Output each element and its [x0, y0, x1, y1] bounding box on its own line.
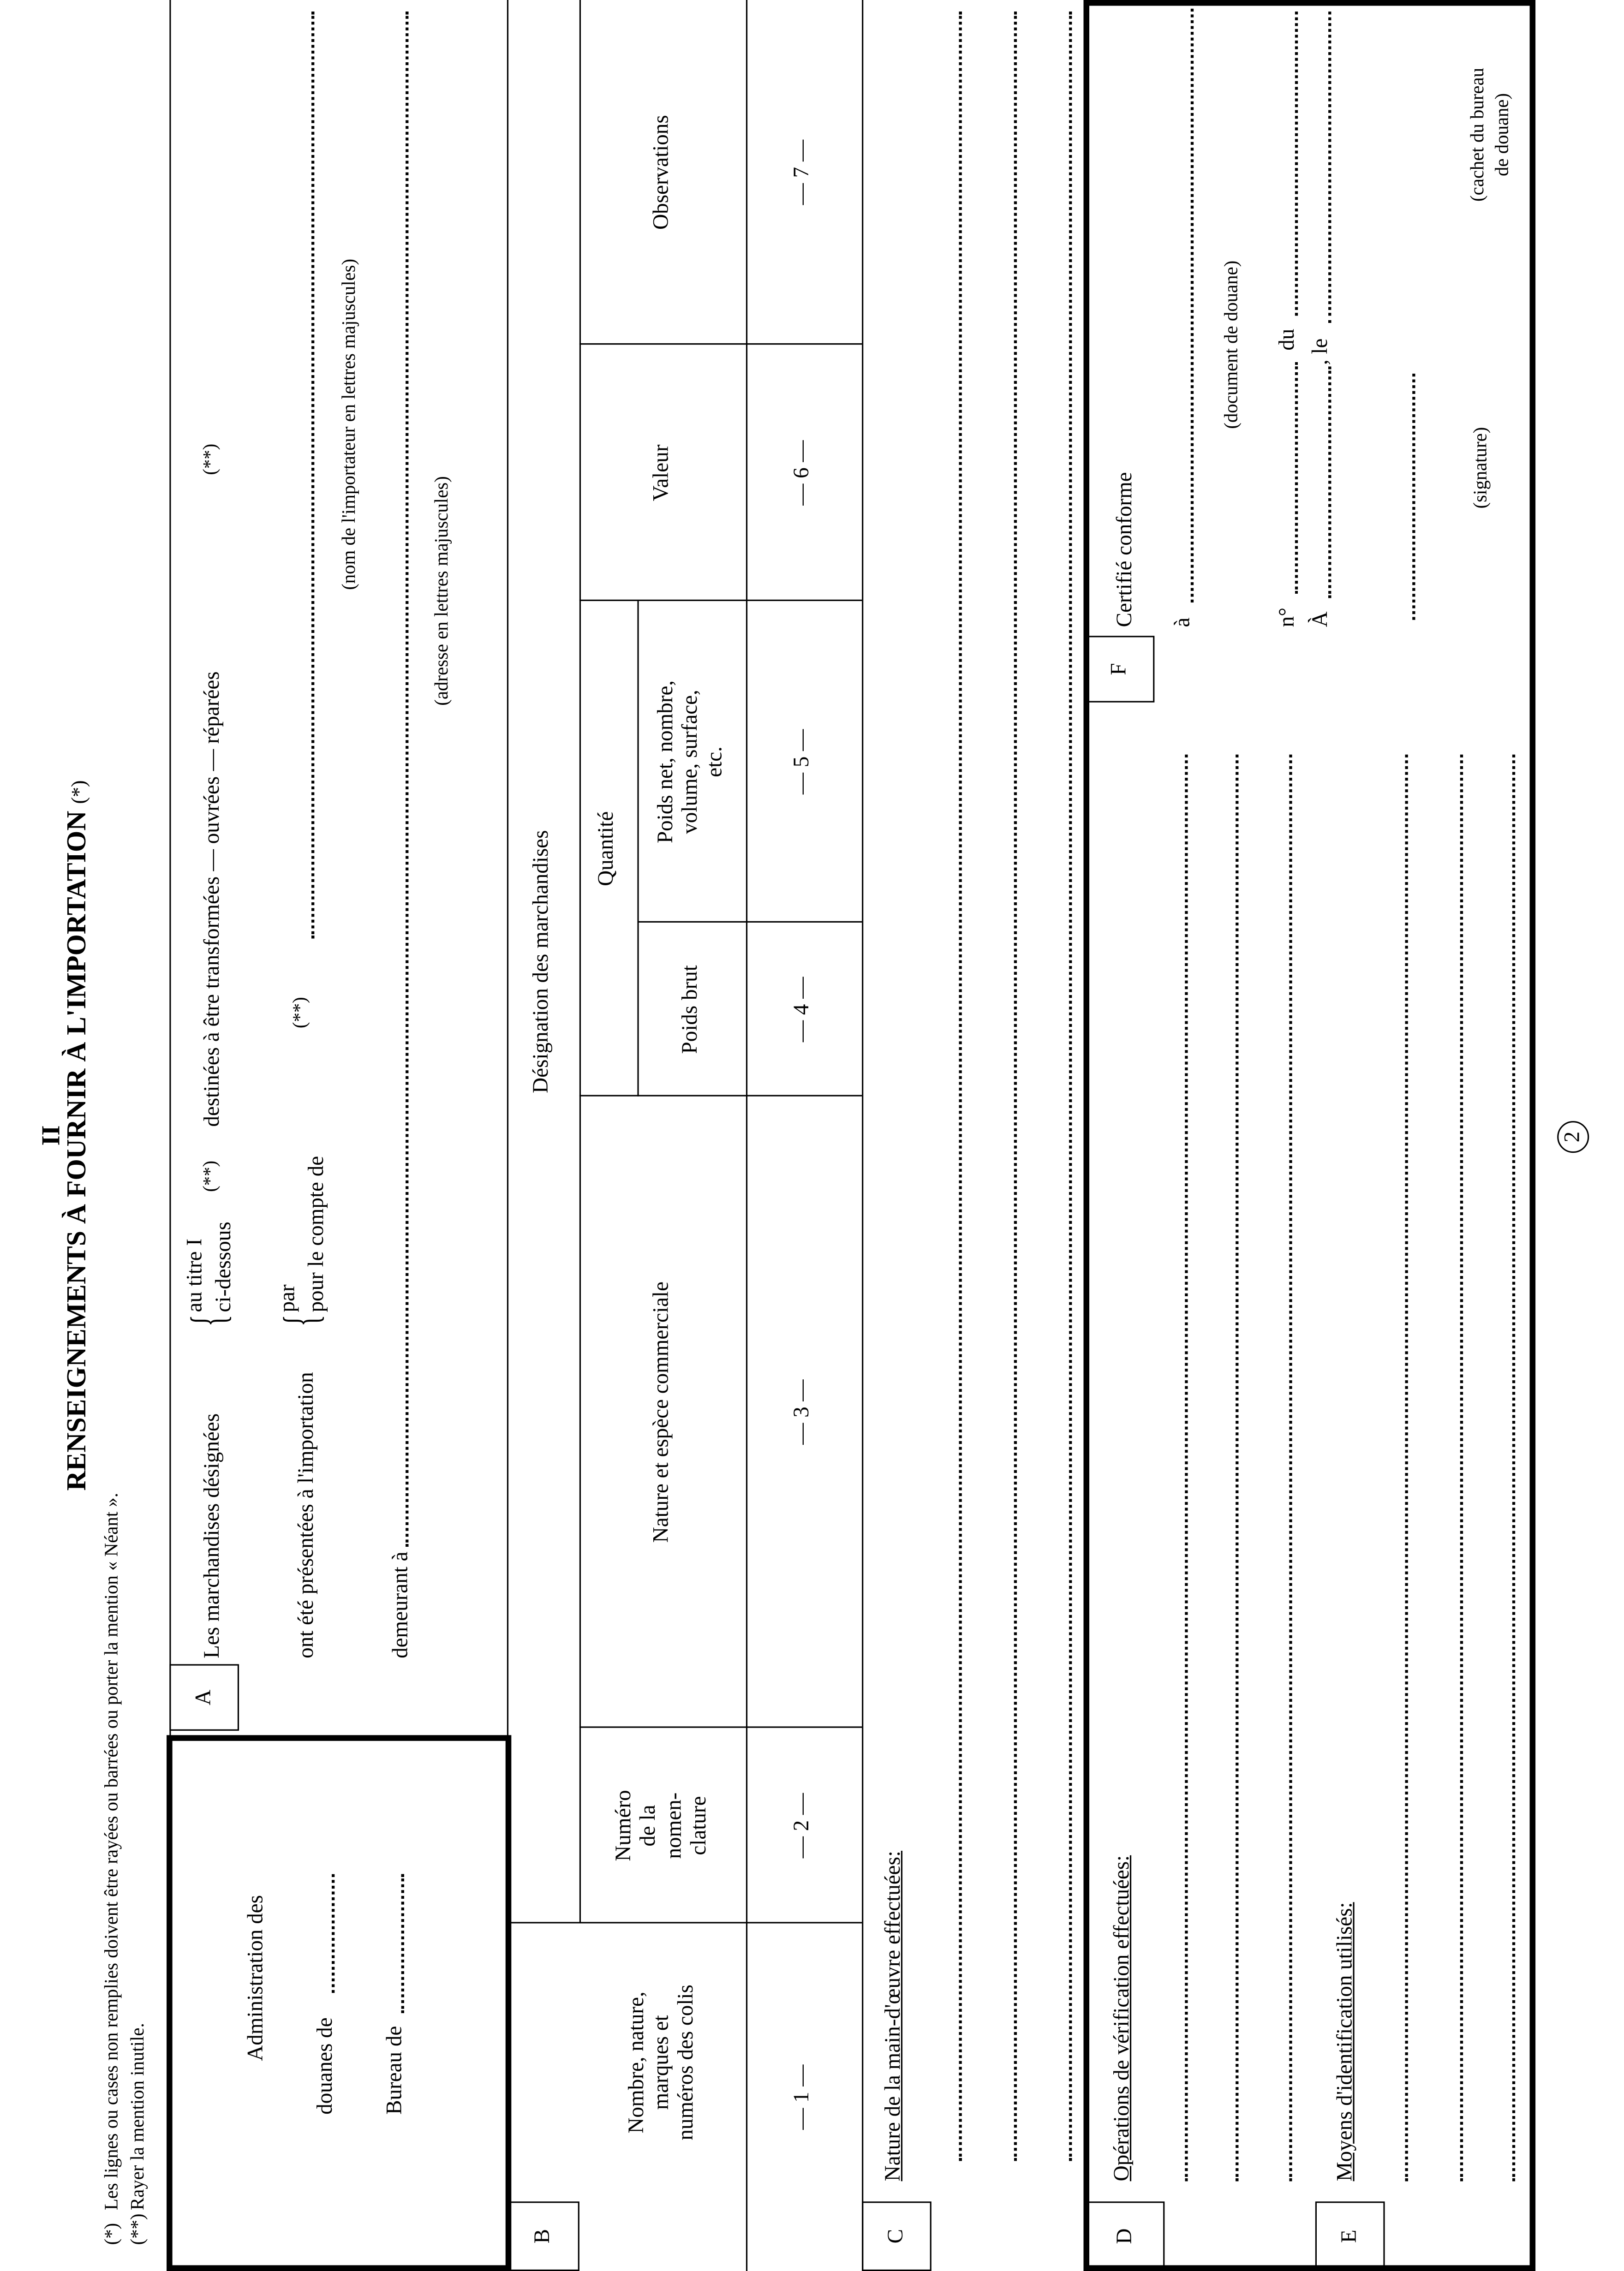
col-header-poids-brut: Poids brut [679, 965, 703, 1054]
footnote-text: Les lignes ou cases non remplies doivent être rayées ou barrées ou porter la mention « Néant ». [100, 1493, 122, 2211]
le-label: , le [1309, 338, 1333, 365]
verification-field-3[interactable] [1289, 755, 1292, 2182]
a-line1-end: destinées à être transformées — ouvrées — réparées [201, 671, 225, 1127]
section-f-title: Certifié conforme [1114, 472, 1137, 627]
labour-field-1[interactable] [959, 12, 961, 2161]
document-date-field[interactable] [1295, 12, 1298, 316]
importer-caption: (nom de l'importateur en lettres majuscules) [337, 258, 359, 590]
section-roman-numeral: II [36, 1125, 66, 1146]
brace-icon: { [275, 1315, 329, 1327]
page-title-text: RENSEIGNEMENTS À FOURNIR À L'IMPORTATION [62, 811, 93, 1491]
quantity-header: Quantité [596, 811, 619, 886]
signature-field[interactable] [1412, 374, 1415, 620]
col-number-2: — 2 — [791, 1793, 815, 1859]
stamp-caption-2: de douane) [1490, 93, 1512, 177]
customs-admin-box [167, 1735, 511, 2271]
section-c-title: Nature de la main-d'œuvre effectuées: [882, 1850, 906, 2182]
douanes-field[interactable] [332, 1874, 334, 1993]
admin-line-2-label: douanes de [314, 2017, 338, 2115]
note-mark: (**) [198, 1160, 221, 1192]
option-par[interactable]: par [276, 1284, 300, 1312]
identification-field-3[interactable] [1512, 755, 1515, 2182]
note-mark: (**) [198, 443, 221, 475]
admin-line-1: Administration des [245, 1895, 268, 2061]
col-number-5: — 5 — [791, 729, 815, 795]
customs-document-field[interactable] [1191, 9, 1194, 602]
identification-field-1[interactable] [1405, 755, 1408, 2182]
note-mark: (**) [288, 997, 310, 1029]
document-caption: (document de douane) [1219, 260, 1242, 429]
footnote-2 [127, 2023, 146, 2245]
footnote-mark: (**) [126, 2213, 148, 2245]
labour-field-3[interactable] [1069, 12, 1072, 2161]
admin-line-2 [316, 2017, 337, 2115]
footnote-text: Rayer la mention inutile. [126, 2023, 148, 2211]
section-c-label: C [862, 2201, 931, 2271]
col-number-6: — 6 — [791, 440, 815, 506]
col-number-1: — 1 — [791, 2064, 815, 2130]
section-e-label: E [1315, 2201, 1385, 2271]
section-d-label: D [1087, 2201, 1165, 2271]
designation-header: Désignation des marchandises [531, 830, 554, 1093]
a-prefix: à [1172, 617, 1195, 627]
col-number-3: — 3 — [791, 1379, 815, 1445]
du-label: du [1276, 328, 1300, 351]
importer-name-field[interactable] [311, 12, 314, 938]
document-number-field[interactable] [1295, 362, 1298, 594]
stamp-caption-1: (cachet du bureau [1466, 67, 1488, 202]
option-pour-le-compte-de[interactable]: pour le compte de [305, 1156, 329, 1312]
signature-caption: (signature) [1469, 427, 1491, 509]
section-e-title: Moyens d'identification utilisés: [1334, 1902, 1357, 2182]
option-ci-dessous[interactable]: ci-dessous [213, 1222, 236, 1312]
footnote-1 [102, 1493, 120, 2245]
page-title-note: (*) [69, 780, 91, 804]
col-header-observations: Observations [650, 115, 674, 230]
verification-field-1[interactable] [1185, 755, 1188, 2182]
verification-field-2[interactable] [1236, 755, 1238, 2182]
section-a-label: A [169, 1664, 239, 1730]
place-field[interactable] [1328, 366, 1331, 598]
col-header-poids-net: Poids net, nombre, volume, surface, etc. [654, 680, 728, 844]
brace-icon: { [182, 1315, 236, 1327]
col-header-nature: Nature et espèce commerciale [650, 1282, 674, 1543]
col-number-7: — 7 — [791, 139, 815, 205]
col-number-4: — 4 — [791, 977, 815, 1042]
number-prefix: n° [1276, 608, 1300, 627]
col-header-colis: Nombre, nature, marques et numéros des colis [625, 1985, 699, 2140]
bureau-field[interactable] [401, 1874, 404, 2013]
a-line2-start: ont été présentées à l'importation [295, 1372, 319, 1658]
a-line1-start: Les marchandises désignées [201, 1413, 225, 1658]
certification-date-field[interactable] [1328, 12, 1331, 323]
identification-field-2[interactable] [1460, 755, 1463, 2182]
labour-field-2[interactable] [1014, 12, 1017, 2161]
section-b-label: B [507, 2201, 579, 2271]
section-f-label: F [1087, 636, 1155, 702]
page-number: 2 [1557, 1121, 1589, 1153]
col-header-valeur: Valeur [650, 444, 674, 501]
col-header-nomenclature: Numéro de la nomen-clature [613, 1790, 711, 1861]
page-title [64, 0, 91, 2271]
admin-line-3: Bureau de [384, 2026, 407, 2115]
address-caption: (adresse en lettres majuscules) [430, 476, 452, 706]
option-au-titre[interactable]: au titre I [184, 1238, 207, 1312]
footnote-mark: (*) [100, 2223, 122, 2245]
place-prefix: À [1309, 611, 1333, 627]
divider-b-c [862, 0, 863, 2271]
address-field[interactable] [406, 12, 408, 1547]
section-d-title: Opérations de vérification effectuées: [1111, 1855, 1134, 2182]
a-line3-start: demeurant à [389, 1551, 413, 1658]
